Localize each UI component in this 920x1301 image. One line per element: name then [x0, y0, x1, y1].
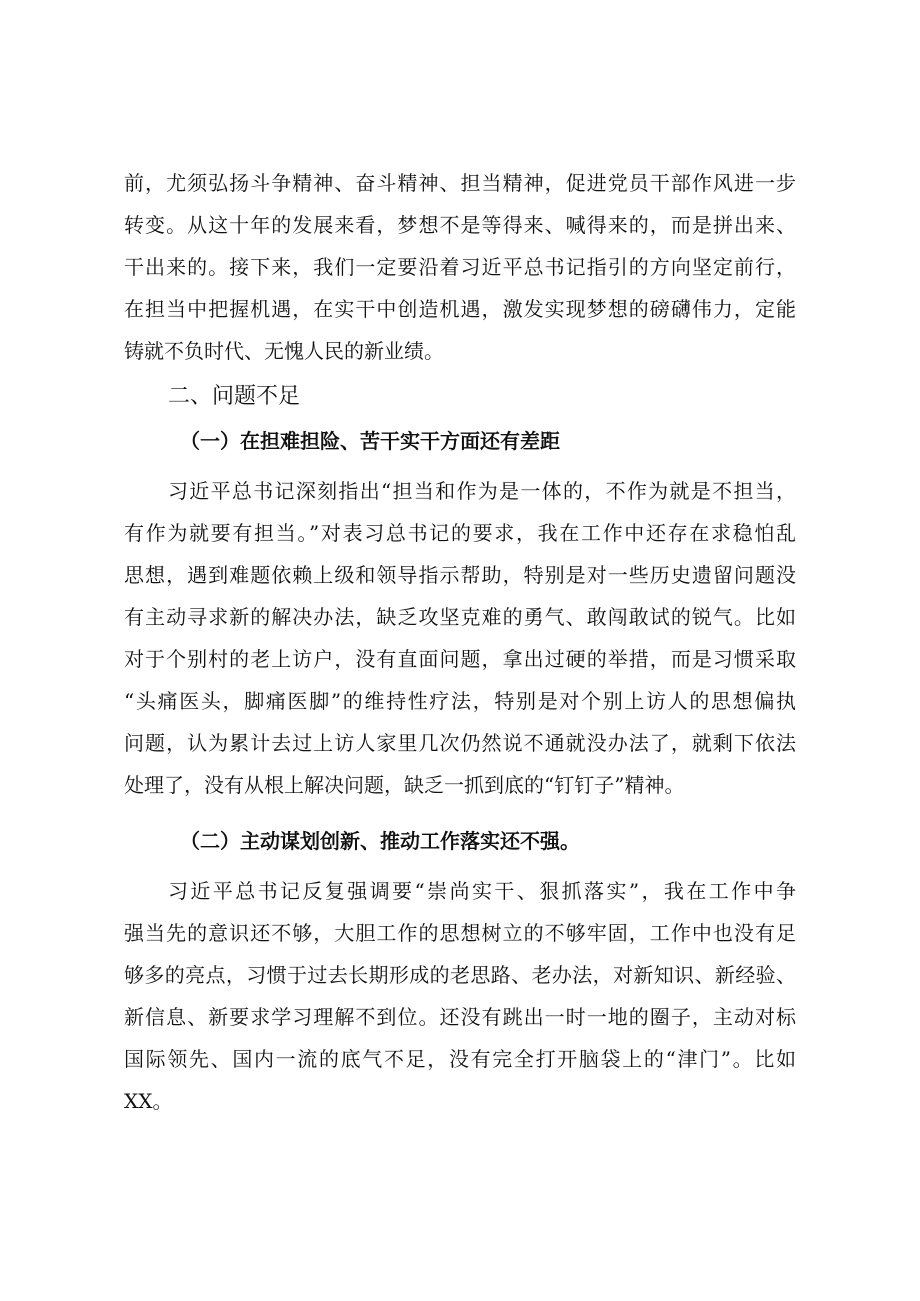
text-line: 前，尤须弘扬斗争精神、奋斗精神、担当精神，促进党员干部作风进一步 — [124, 171, 796, 195]
text-line: 新信息、新要求学习理解不到位。还没有跳出一时一地的圈子，主动对标 — [124, 1005, 796, 1029]
text-line: 对于个别村的老上访户，没有直面问题，拿出过硬的举措，而是习惯采取 — [124, 647, 796, 671]
text-line: XX。 — [124, 1089, 173, 1113]
text-line: 在担当中把握机遇，在实干中创造机遇，激发实现梦想的磅礴伟力，定能 — [124, 297, 796, 321]
text-line: 有作为就要有担当。”对表习总书记的要求，我在工作中还存在求稳怕乱 — [124, 521, 796, 545]
text-line: 够多的亮点，习惯于过去长期形成的老思路、老办法，对新知识、新经验、 — [124, 963, 796, 987]
text-line: 处理了，没有从根上解决问题，缺乏一抓到底的“钉钉子”精神。 — [124, 773, 685, 797]
text-line: 习近平总书记反复强调要“崇尚实干、狠抓落实”，我在工作中争 — [168, 879, 796, 903]
text-line: 国际领先、国内一流的底气不足，没有完全打开脑袋上的“津门”。比如 — [124, 1047, 796, 1071]
paragraph-continuation — [124, 162, 796, 372]
text-line: 干出来的。接下来，我们一定要沿着习近平总书记指引的方向坚定前行， — [124, 255, 796, 279]
text-line: 习近平总书记深刻指出“担当和作为是一体的，不作为就是不担当， — [168, 479, 796, 503]
subsection-heading-2: （二）主动谋划创新、推动工作落实还不强。 — [180, 829, 580, 853]
text-line: 铸就不负时代、无愧人民的新业绩。 — [124, 339, 444, 363]
subsection-2-paragraph — [124, 870, 796, 1122]
text-line: 问题，认为累计去过上访人家里几次仍然说不通就没办法了，就剩下依法 — [124, 731, 796, 755]
section-heading: 二、问题不足 — [168, 384, 301, 409]
text-line: “头痛医头，脚痛医脚”的维持性疗法，特别是对个别上访人的思想偏执 — [124, 689, 796, 713]
text-line: 强当先的意识还不够，大胆工作的思想树立的不够牢固，工作中也没有足 — [124, 921, 796, 945]
subsection-heading-1: （一）在担难担险、苦干实干方面还有差距 — [180, 429, 560, 453]
text-line: 转变。从这十年的发展来看，梦想不是等得来、喊得来的，而是拼出来、 — [124, 213, 796, 237]
text-line: 思想，遇到难题依赖上级和领导指示帮助，特别是对一些历史遗留问题没 — [124, 563, 796, 587]
subsection-1-paragraph — [124, 470, 796, 806]
text-line: 有主动寻求新的解决办法，缺乏攻坚克难的勇气、敢闯敢试的锐气。比如 — [124, 605, 796, 629]
